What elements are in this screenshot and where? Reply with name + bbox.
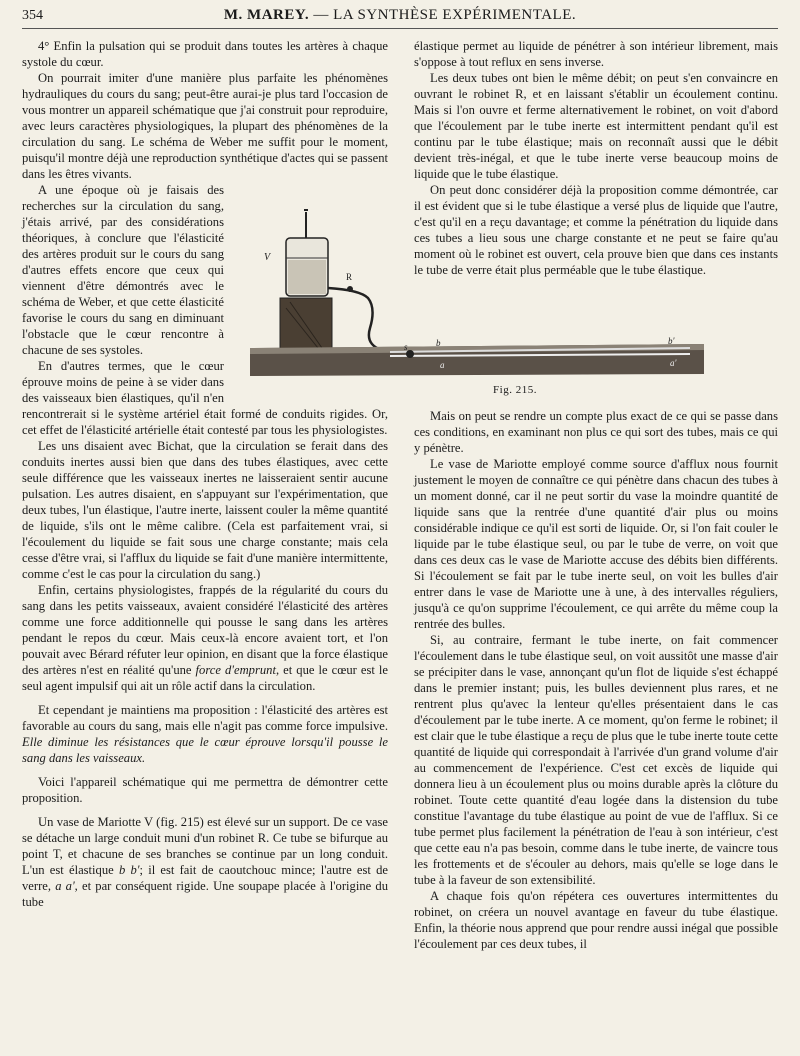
paragraph-text: ; il est fait de caoutchouc mince; l'autre est de verre,: [22, 863, 389, 893]
paragraph-text: , et par conséquent rigide. Une soupape placée à l'origine du tube: [22, 879, 388, 909]
paragraph: A chaque fois qu'on répétera ces ouvertures intermittentes du robinet, on créera un nouvel avantage en faveur du tube élastique. Enfin, la théorie nous apprend que pour rendre aussi inégal que possible l'écoulement par ces deux tubes, il: [414, 889, 778, 951]
page-number: 354: [22, 8, 43, 23]
spacer: [22, 694, 388, 702]
spacer: [22, 766, 388, 774]
paragraph: Mais on peut se rendre un compte plus exact de ce qui se passe dans ces conditions, en examinant non plus ce qui sort des tubes, mais ce qui y pénètre.: [414, 409, 778, 455]
paragraph: élastique permet au liquide de pénétrer à son intérieur librement, mais s'oppose à tout reflux en sens inverse.: [414, 39, 778, 69]
paragraph: Le vase de Mariotte employé comme source d'afflux nous fournit justement le moyen de connaître ce qui pénètre dans chacun des tubes à un moment donné, car il ne peut sortir du vase la moindre quantité de liquide sans que la rentrée d'une quantité d'air plus ou moins considérable indique ce qu'il est sorti de liquide. Or, si l'on fait couler le liquide par le tube élastique seul, ou par le tube de verre, on voit que dans ces deux cas le vase de Mariotte accuse des débits bien différents. Si l'écoulement se fait par le tube inerte seul, on voit les bulles d'air entrer dans le vase de Mariotte une à une, à des intervalles réguliers, jusqu'à ce qu'on supprime l'écoulement, ce qui arrête du même coup la rentrée des bulles.: [414, 457, 778, 631]
label-a: a: [440, 360, 445, 370]
paragraph: En d'autres termes, que le cœur éprouve moins de peine à se vider dans des vaisseaux bien élastiques, qu'il n'en rencontrerait si le système artériel était formé de conduits rigides. Or, cet effet de l'élasticité artérielle était contesté par tous les physiologistes.: [22, 359, 388, 437]
paragraph: 4° Enfin la pulsation qui se produit dans toutes les artères à chaque systole du cœur.: [22, 39, 388, 69]
paragraph-text: Et cependant je maintiens ma proposition : l'élasticité des artères est favorable au cours du sang, mais elle n'agit pas comme force impulsive.: [22, 703, 388, 733]
paragraph: Les uns disaient avec Bichat, que la circulation se ferait dans des conduits inertes aussi bien que dans des tubes élastiques, avec cette seule différence que les vaisseaux inertes ne laisseraient sentir aucune pulsation. Les autres disaient, en s'appuyant sur l'expérimentation, que deux tubes, l'un élastique, l'autre inerte, laissent couler la même quantité de liquide, s'ils ont le même calibre. (Cela est parfaitement vrai, si l'écoulement du liquide se fait sous une charge constante; mais cela cesse d'être vrai, si l'afflux du liquide se fait d'une manière intermittente, comme c'est le cas pour la circulation du sang.): [22, 439, 388, 581]
label-bprime: b': [668, 336, 675, 346]
paragraph: A une époque où je faisais des recherches sur la circulation du sang, j'étais arrivé, par des considérations théoriques, à conclure que l'élasticité des artères produit sur le cours du sang d'autres effets encore que ceux qui viennent d'être démontrés avec le schéma de Weber, et que cette élasticité favorise le cours du sang en diminuant l'obstacle que le cœur rencontre à chacune de ses systoles.: [22, 183, 224, 357]
label-v: V: [264, 252, 271, 263]
paragraph-text: Un vase de Mariotte V (fig. 215) est élevé sur un support. De ce vase se détache un large conduit muni d'un robinet R. Ce tube se bifurque au point T, et chacune de ses branches se continue par un long conduit. L'un est élastique: [22, 815, 388, 877]
header-rule: [22, 28, 778, 29]
running-header: [22, 6, 778, 26]
author-name: M. MAREY.: [223, 7, 310, 23]
emphasis: Elle diminue les résistances que le cœur éprouve lorsqu'il pousse le sang dans les vaisseaux.: [22, 735, 388, 765]
left-column: [22, 38, 388, 910]
label-b: b: [436, 338, 441, 348]
figure-215: [250, 198, 704, 378]
figure-caption: Fig. 215.: [493, 384, 537, 396]
emphasis: force d'emprunt: [195, 663, 276, 677]
mariotte-apparatus-illustration: [250, 198, 704, 378]
label-s: s: [404, 342, 408, 352]
emphasis: b b': [118, 863, 140, 877]
right-column-bottom: [414, 408, 778, 952]
spacer: [22, 806, 388, 814]
paragraph: Voici l'appareil schématique qui me permettra de démontrer cette proposition.: [22, 775, 388, 805]
book-title: LA SYNTHÈSE EXPÉRIMENTALE.: [333, 7, 577, 23]
paragraph: On peut donc considérer déjà la proposition comme démontrée, car il est évident que si le tube élastique a versé plus de liquide que l'autre, c'est qu'il en a reçu davantage; et comme la pénétration du liquide dans ces tubes a lieu sous une charge constante et ne peut se faire qu'au moment où le robinet est ouvert, cela prouve bien que dans ces instants le tube de verre était plus perméable que le tube élastique.: [414, 183, 778, 277]
emphasis: a a': [55, 879, 75, 893]
paragraph-text: , et que le cœur est le seul agent impulsif qui ait un rôle actif dans la circulation.: [22, 663, 388, 693]
paragraph: [22, 582, 388, 694]
label-r: R: [346, 272, 353, 282]
paragraph: Les deux tubes ont bien le même débit; on peut s'en convaincre en ouvrant le robinet R, et en laissant s'établir un écoulement continu. Mais si l'on ouvre et ferme alternativement le robinet, on voit d'abord que l'écoulement par le tube inerte est intermittent pendant qu'il est continu par le tube élastique; mais on reconnaît aussi que le débit devient très-inégal, et que le tube inerte verse beaucoup moins de liquide que le tube élastique.: [414, 71, 778, 181]
title-separator: —: [313, 7, 329, 23]
paragraph: [22, 702, 388, 766]
paragraph: On pourrait imiter d'une manière plus parfaite les phénomènes hydrauliques du cours du sang; peut-être aurai-je plus tard l'occasion de vous montrer un appareil schématique que j'ai construit pour reproduire, avec leurs caractères physiologiques, la plupart des phénomènes de la circulation du sang. Le schéma de Weber me suffit pour le moment, puisqu'il montre déjà une reproduction synthétique d'actes qui se passent dans les êtres vivants.: [22, 71, 388, 181]
running-title: [22, 7, 778, 24]
label-aprime: a': [670, 358, 677, 368]
paragraph: Si, au contraire, fermant le tube inerte, on fait commencer l'écoulement dans le tube élastique seul, on voit aussitôt une masse d'air se précipiter dans le vase, annonçant qu'un flot de liquide s'est échappé dans le premier instant; puis, les bulles deviennent plus rares, et ne rentrent plus qu'avec la lenteur qu'elles présentaient dans le cas d'écoulement par le tube inerte. A ce moment, qu'on ferme le robinet; il est clair que le tube élastique a reçu de plus que le tube inerte toute cette quantité de liquide qui correspondait à l'arrivée d'un grand volume d'air au commencement de l'expérience. C'est cet excès de liquide qui donnera lieu à un écoulement plus ou moins durable après la clôture du robinet. Toute cette quantité d'eau logée dans la distension du tube constitue l'avantage du tube élastique au point de vue de l'afflux. Si ce tube permet plus facilement la pénétration de l'eau à son intérieur, c'est que cette eau n'a pas besoin, comme dans le tube inerte, de vaincre tous les frottements et de s'écouler au dehors, mais qu'elle se loge dans le tube à la faveur de son extensibilité.: [414, 633, 779, 887]
paragraph: [22, 814, 388, 910]
paragraph-text: Enfin, certains physiologistes, frappés de la régularité du cours du sang dans les petits vaisseaux, avaient considéré l'élasticité des artères comme une force additionnelle qui pousse le sang dans les artères pendant le repos du cœur. Mais ceux-là encore avaient tort, et l'on pouvait avec Bérard réfuter leur opinion, en disant que la force élastique des artères n'est en réalité qu'une: [22, 583, 388, 677]
